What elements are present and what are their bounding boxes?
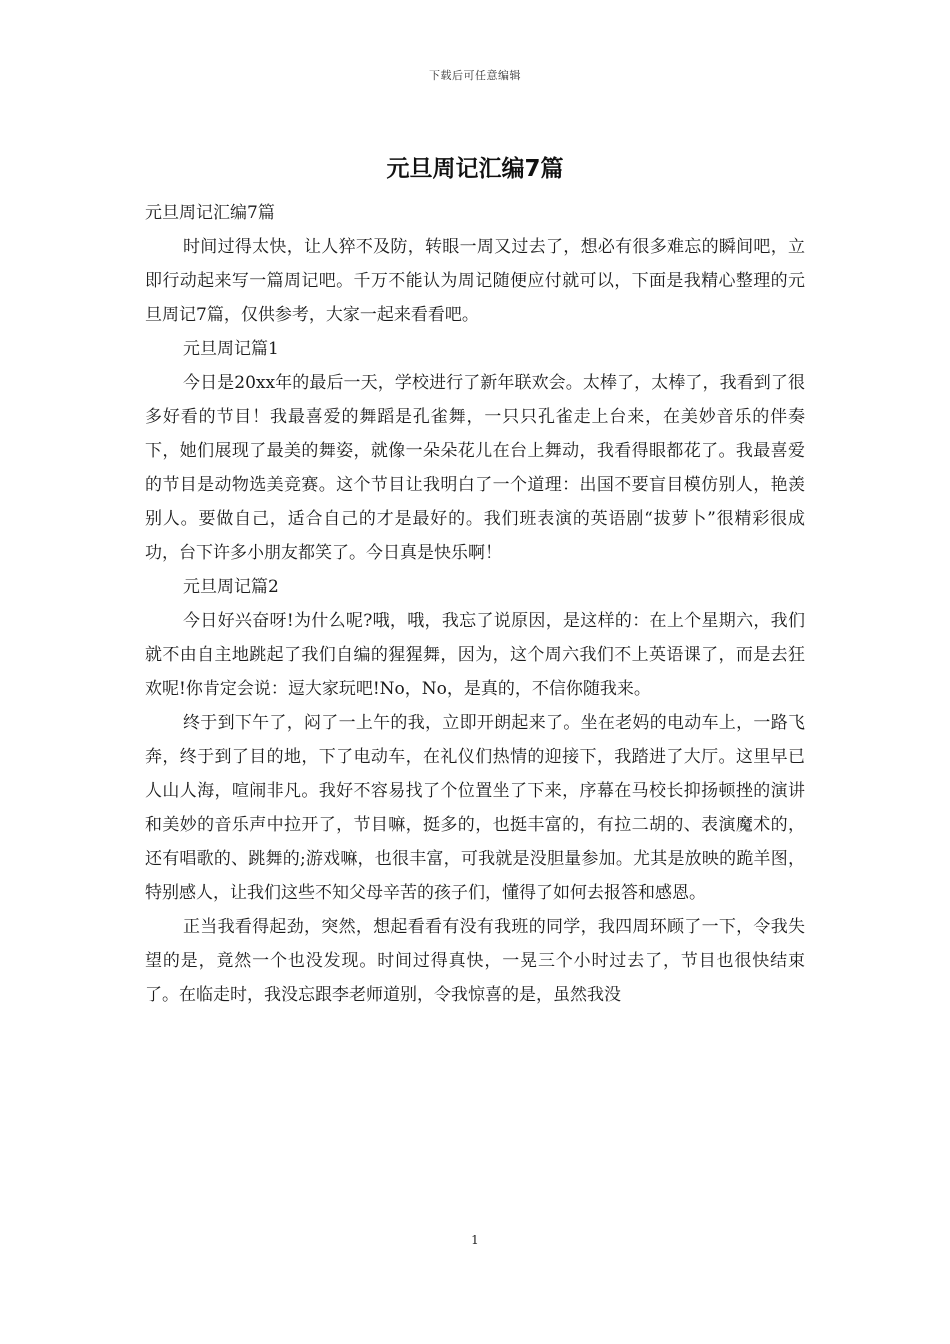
document-subtitle: 元旦周记汇编7篇 xyxy=(145,203,275,223)
header-note: 下载后可任意编辑 xyxy=(429,69,521,82)
page-number: 1 xyxy=(471,1233,479,1247)
body-paragraph: 今日是20xx年的最后一天，学校进行了新年联欢会。太棒了，太棒了，我看到了很多好看的节目！我最喜爱的舞蹈是孔雀舞，一只只孔雀走上台来，在美妙音乐的伴奏下，她们展现了最美的舞姿，就像一朵朵花儿在台上舞动，我看得眼都花了。我最喜爱的节目是动物选美竞赛。这个节目让我明白了一个道理：出国不要盲目模仿别人，艳羡别人。要做自己，适合自己的才是最好的。我们班表演的英语剧“拔萝卜”很精彩很成功，台下许多小朋友都笑了。今日真是快乐啊！ xyxy=(145,373,805,563)
section-heading-1: 元旦周记篇1 xyxy=(183,339,279,359)
document-body xyxy=(145,196,805,1012)
body-paragraph: 正当我看得起劲，突然，想起看看有没有我班的同学，我四周环顾了一下，令我失望的是，竟然一个也没发现。时间过得真快，一晃三个小时过去了，节目也很快结束了。在临走时，我没忘跟李老师道别，令我惊喜的是，虽然我没 xyxy=(145,917,805,1005)
body-paragraph: 终于到下午了，闷了一上午的我，立即开朗起来了。坐在老妈的电动车上，一路飞奔，终于到了目的地，下了电动车，在礼仪们热情的迎接下，我踏进了大厅。这里早已人山人海，喧闹非凡。我好不容易找了个位置坐了下来，序幕在马校长抑扬顿挫的演讲和美妙的音乐声中拉开了，节目嘛，挺多的，也挺丰富的，有拉二胡的、表演魔术的，还有唱歌的、跳舞的;游戏嘛，也很丰富，可我就是没胆量参加。尤其是放映的跪羊图，特别感人，让我们这些不知父母辛苦的孩子们，懂得了如何去报答和感恩。 xyxy=(145,713,805,903)
intro-paragraph: 时间过得太快，让人猝不及防，转眼一周又过去了，想必有很多难忘的瞬间吧，立即行动起来写一篇周记吧。千万不能认为周记随便应付就可以，下面是我精心整理的元旦周记7篇，仅供参考，大家一起来看看吧。 xyxy=(145,237,805,325)
body-paragraph: 今日好兴奋呀!为什么呢?哦，哦，我忘了说原因，是这样的：在上个星期六，我们就不由自主地跳起了我们自编的猩猩舞，因为，这个周六我们不上英语课了，而是去狂欢呢!你肯定会说：逗大家玩吧!No，No，是真的，不信你随我来。 xyxy=(145,611,805,699)
document-title: 元旦周记汇编7篇 xyxy=(386,156,564,182)
section-heading-2: 元旦周记篇2 xyxy=(183,577,279,597)
